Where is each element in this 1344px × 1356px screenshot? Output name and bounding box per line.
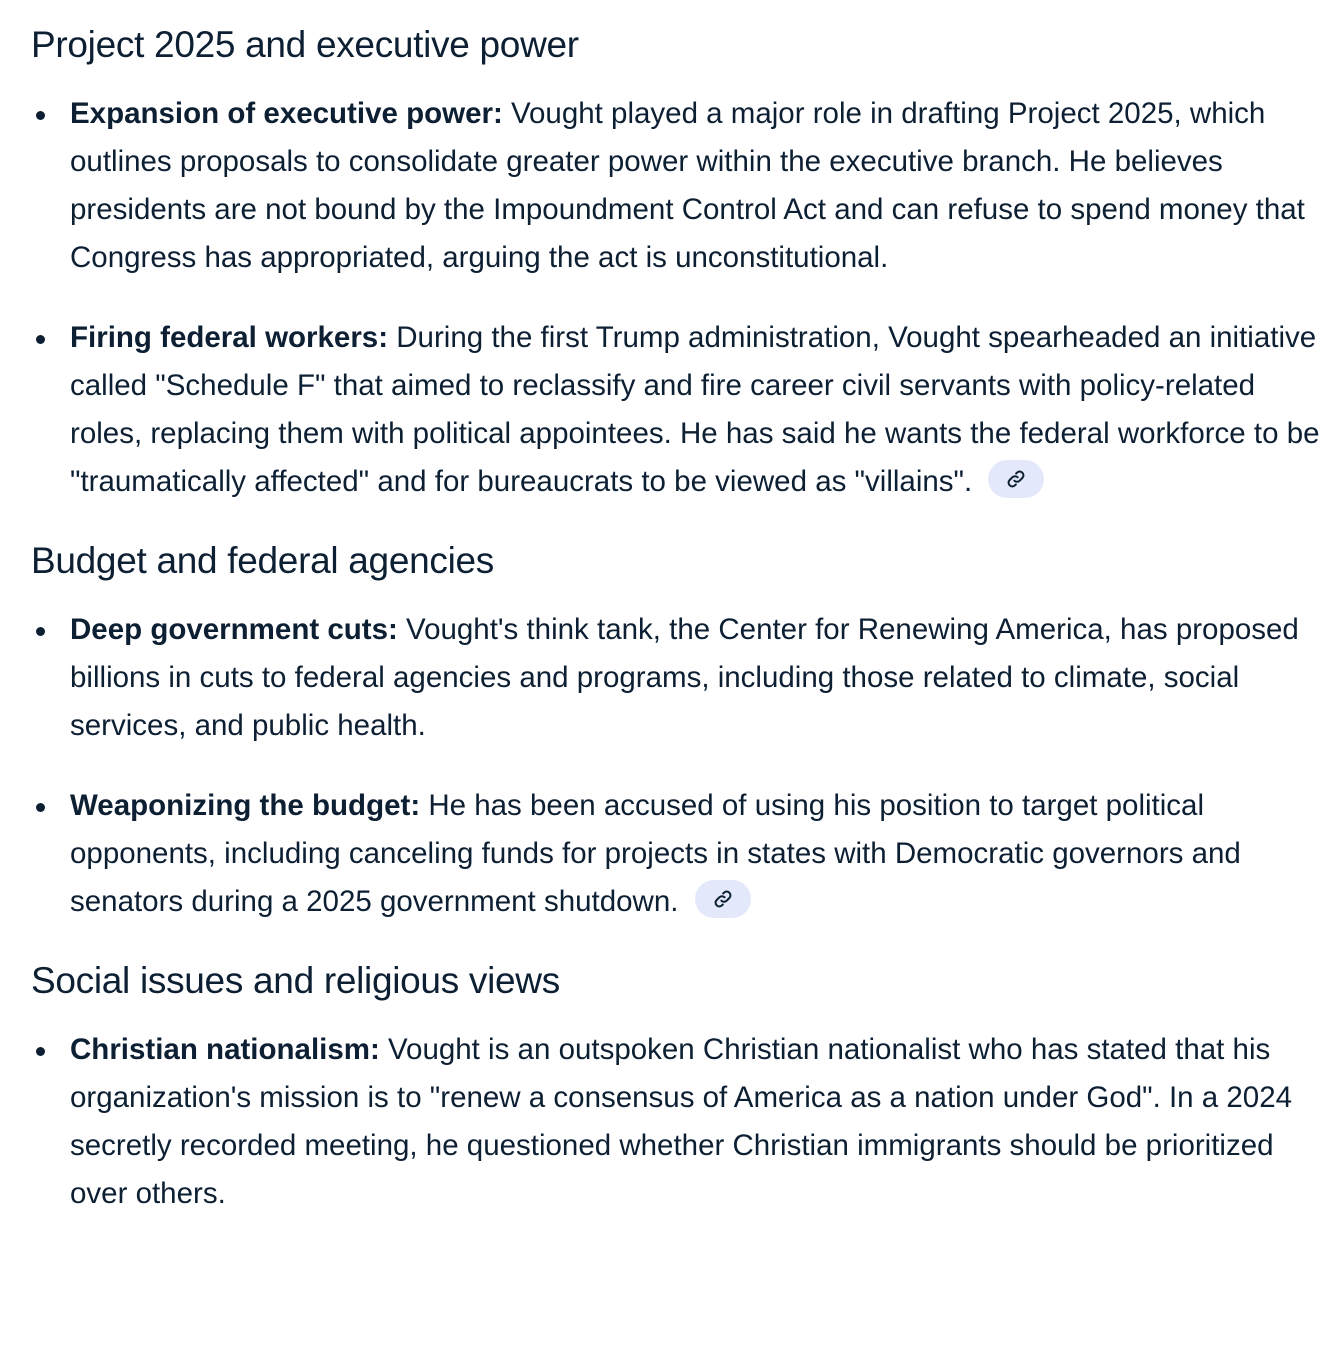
list-item <box>31 90 1321 282</box>
bullet-icon <box>36 1047 45 1056</box>
list-item <box>31 606 1321 750</box>
list-item <box>31 314 1321 506</box>
section-project-2025 <box>31 22 1321 506</box>
section-heading: Budget and federal agencies <box>31 540 494 581</box>
bullet-icon <box>36 111 45 120</box>
response-content <box>31 22 1321 1250</box>
link-icon <box>713 889 733 909</box>
bullet-text: Vought played a major role in drafting Project 2025, which outlines proposals to consolidate greater power within the executive branch. He believes presidents are not bound by the Impoundment Control Act and can refuse to spend money that Congress has appropriated, arguing the act is unconstitutional. <box>70 97 1305 274</box>
bullet-list <box>31 606 1321 926</box>
source-link-button[interactable] <box>695 880 751 918</box>
section-budget <box>31 538 1321 926</box>
list-item <box>31 1026 1321 1218</box>
bullet-list <box>31 90 1321 506</box>
bullet-icon <box>36 627 45 636</box>
section-heading: Project 2025 and executive power <box>31 24 579 65</box>
bullet-term: Firing federal workers: <box>70 321 389 354</box>
bullet-term: Expansion of executive power: <box>70 97 503 130</box>
bullet-icon <box>36 335 45 344</box>
section-social-issues <box>31 958 1321 1218</box>
bullet-list <box>31 1026 1321 1218</box>
list-item <box>31 782 1321 926</box>
source-link-button[interactable] <box>988 460 1044 498</box>
bullet-icon <box>36 803 45 812</box>
bullet-text: During the first Trump administration, Vought spearheaded an initiative called "Schedule F" that aimed to reclassify and fire career civil servants with policy-related roles, replacing them with political appointees. He has said he wants the federal workforce to be "traumatically affected" and for bureaucrats to be viewed as "villains". <box>70 321 1320 498</box>
section-heading: Social issues and religious views <box>31 960 560 1001</box>
bullet-term: Christian nationalism: <box>70 1033 380 1066</box>
bullet-text: Vought's think tank, the Center for Renewing America, has proposed billions in cuts to federal agencies and programs, including those related to climate, social services, and public health. <box>70 613 1299 742</box>
bullet-term: Weaponizing the budget: <box>70 789 421 822</box>
bullet-term: Deep government cuts: <box>70 613 398 646</box>
bullet-text: Vought is an outspoken Christian nationalist who has stated that his organization's mission is to "renew a consensus of America as a nation under God". In a 2024 secretly recorded meeting, he questioned whether Christian immigrants should be prioritized over others. <box>70 1033 1293 1210</box>
link-icon <box>1006 469 1026 489</box>
bullet-text: He has been accused of using his position to target political opponents, including canceling funds for projects in states with Democratic governors and senators during a 2025 government shutdown. <box>70 789 1241 918</box>
